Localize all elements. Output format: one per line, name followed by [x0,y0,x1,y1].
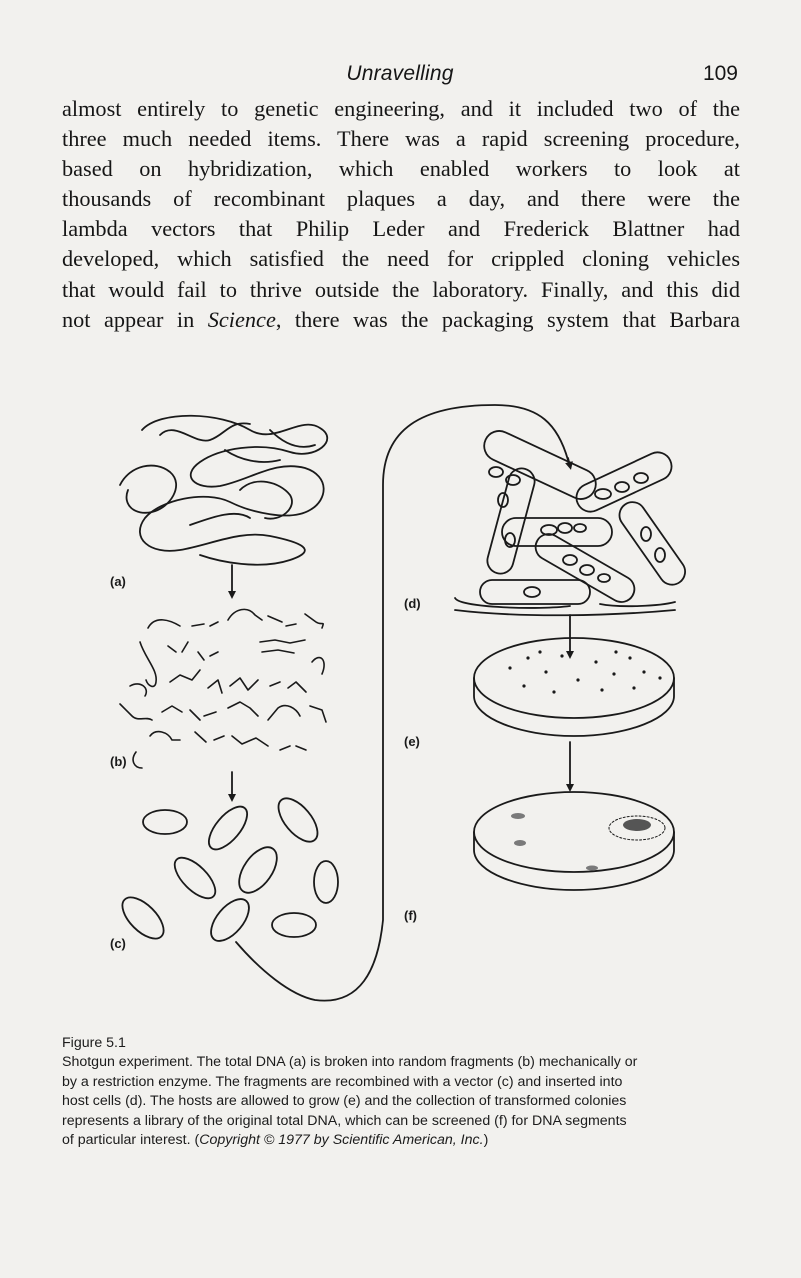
label-d: (d) [404,596,421,611]
label-f: (f) [404,908,417,923]
body-text-span: , there was the packaging system that Barbara [275,306,740,332]
total-dna-strand [120,416,327,565]
copyright-notice: Copyright © 1977 by Scientific American, Inc. [199,1132,484,1149]
figure-caption [62,1034,742,1150]
body-line: almost entirely to genetic engineering, and it included two of the [62,96,740,121]
page-number: 109 [702,62,738,85]
body-text-span: not appear in [62,306,208,332]
label-c: (c) [110,936,126,951]
body-line: thousands of recombinant plaques a day, and there were the [62,186,740,212]
shotgun-diagram [100,390,700,1010]
caption-line: host cells (d). The hosts are allowed to grow (e) and the collection of transformed colonies [62,1093,627,1110]
petri-dish-growth [474,638,674,736]
body-paragraph [62,94,740,335]
body-line: developed, which satisfied the need for crippled cloning vehicles [62,246,740,272]
transfer-path [236,405,568,1001]
vector-loops [115,792,338,948]
caption-title: Figure 5.1 [62,1035,126,1051]
cell-bracket [455,610,675,615]
screened-colonies [511,813,651,871]
caption-text-span: ) [483,1132,489,1149]
caption-line-last [62,1131,742,1150]
caption-line: by a restriction enzyme. The fragments are recombined with a vector (c) and inserted into [62,1073,623,1090]
label-e: (e) [404,734,420,749]
caption-text-span: of particular interest. ( [62,1132,200,1149]
colony-dots [508,650,661,693]
dna-fragments [120,609,326,768]
page-header [62,62,738,92]
caption-line: represents a library of the original total DNA, which can be screened (f) for DNA segments [62,1112,627,1129]
label-a: (a) [110,574,126,589]
body-line-last [62,305,740,335]
journal-name: Science [207,306,276,332]
host-cells [455,426,690,608]
figure-5-1 [100,390,700,1010]
label-b: (b) [110,754,127,769]
running-title: Unravelling [346,62,454,85]
body-line: three much needed items. There was a rapid screening procedure, [62,126,740,152]
petri-dish-screening [474,792,674,890]
body-line: that would fail to thrive outside the laboratory. Finally, and this did [62,276,740,302]
body-line: lambda vectors that Philip Leder and Frederick Blattner had [62,216,740,242]
caption-line: Shotgun experiment. The total DNA (a) is broken into random fragments (b) mechanically or [62,1054,638,1071]
body-line: based on hybridization, which enabled workers to look at [62,156,740,182]
